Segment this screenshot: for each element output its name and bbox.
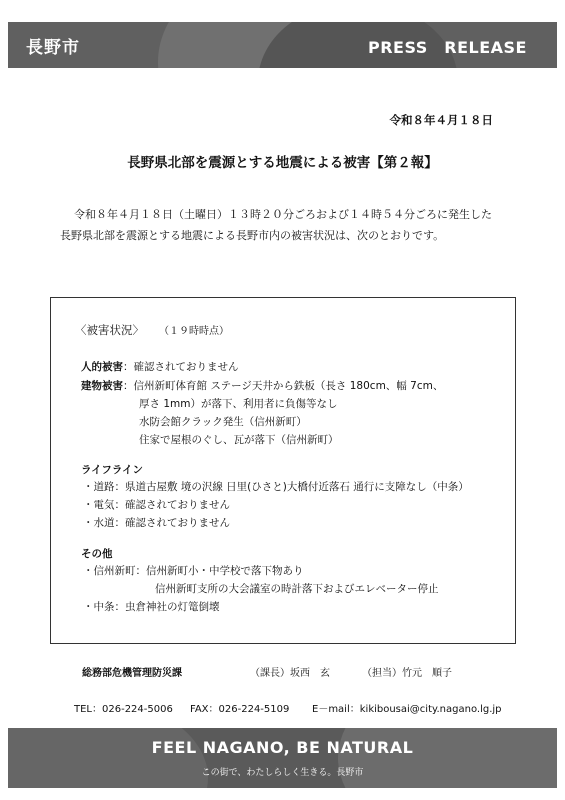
box-title: 〈被害状況〉 (75, 323, 144, 337)
time-stamp: （１９時時点） (164, 326, 229, 337)
building-damage-row (81, 378, 443, 393)
footer-decoration (338, 728, 557, 788)
other-item: ・中条：虫倉神社の灯篭倒壊 (83, 601, 220, 613)
chief-name: （課長）坂西 玄 (250, 668, 330, 679)
lead-line: 長野県北部を震源とする地震による長野市内の被害状況は、次のとおりです。 (60, 229, 445, 242)
other-heading: その他 (81, 548, 113, 560)
header-banner (8, 22, 557, 68)
footer-banner (8, 728, 557, 788)
human-damage-label: 人的被害 (81, 361, 123, 373)
city-tagline: この街で、わたしらしく生きる。長野市 (201, 768, 364, 778)
page-title: 長野県北部を震源とする地震による被害【第２報】 (127, 155, 438, 171)
other-item-continued: 信州新町支所の大会議室の時計落下およびエレベーター停止 (155, 583, 439, 595)
department-name: 総務部危機管理防災課 (82, 668, 182, 679)
box-heading (75, 322, 229, 338)
press-release-label: PRESS RELEASE (367, 38, 527, 57)
lifeline-heading: ライフライン (81, 464, 144, 476)
lead-paragraph (60, 204, 510, 246)
release-date: 令和８年４月１８日 (389, 113, 493, 127)
city-name: 長野市 (26, 38, 80, 58)
building-damage-label: 建物被害 (81, 380, 123, 392)
email-address: E－mail：kikibousai@city.nagano.lg.jp (312, 704, 502, 715)
lead-line: 令和８年４月１８日（土曜日）１３時２０分ごろおよび１４時５４分ごろに発生した (74, 208, 492, 221)
building-damage-line: 厚さ 1mm）が落下、利用者に負傷等なし (139, 398, 338, 410)
lifeline-item-electric: ・電気：確認されておりません (83, 499, 230, 511)
human-damage-row (81, 359, 239, 374)
fax-number: FAX：026-224-5109 (190, 704, 290, 715)
building-damage-line: 住家で屋根のぐし、瓦が落下（信州新町） (139, 434, 339, 446)
city-slogan: FEEL NAGANO, BE NATURAL (151, 738, 414, 757)
building-damage-value: ：信州新町体育館 ステージ天井から鉄板（長さ 180cm、幅 7cm、 (123, 380, 444, 392)
damage-status-box (50, 297, 516, 644)
lifeline-item-road: ・道路：県道古屋敷 境の沢線 日里(ひさと)大橋付近落石 通行に支障なし（中条） (83, 481, 469, 493)
other-item: ・信州新町：信州新町小・中学校で落下物あり (83, 565, 304, 577)
staff-name: （担当）竹元 順子 (362, 668, 452, 679)
human-damage-value: ：確認されておりません (123, 361, 239, 373)
building-damage-line: 水防会館クラック発生（信州新町） (139, 416, 307, 428)
tel-number: TEL：026-224-5006 (74, 704, 173, 715)
footer-decoration (8, 728, 208, 788)
lifeline-item-water: ・水道：確認されておりません (83, 517, 230, 529)
